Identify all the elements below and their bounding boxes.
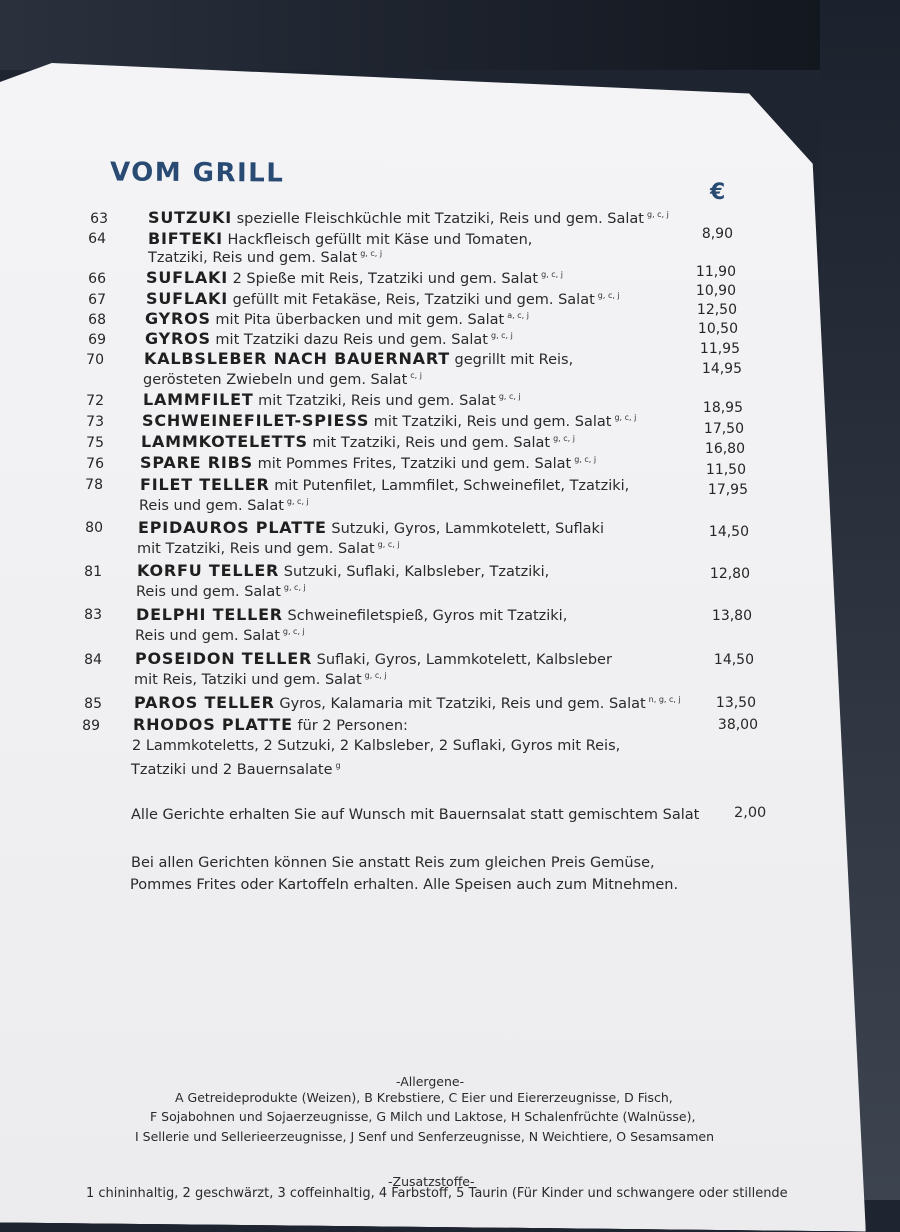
item-line-1	[135, 649, 612, 668]
item-number: 66	[88, 271, 106, 287]
item-description: 2 Spieße mit Reis, Tzatziki und gem. Salat	[232, 271, 539, 287]
item-price: 14,95	[701, 361, 742, 377]
additives-heading: -Zusatzstoffe-	[388, 1174, 475, 1189]
item-allergens: g, c, j	[282, 627, 305, 636]
item-name: GYROS	[145, 329, 211, 348]
item-line-1	[145, 329, 513, 348]
item-description-continued: mit Reis, Tatziki und gem. Salat	[134, 671, 362, 688]
item-description-continued: mit Tzatziki, Reis und gem. Salat	[137, 540, 375, 557]
item-number: 78	[85, 477, 103, 493]
item-description: für 2 Personen:	[297, 718, 408, 734]
item-price: 11,50	[705, 462, 746, 478]
item-line-2	[134, 671, 387, 688]
item-price: 17,95	[707, 482, 748, 498]
item-line-1	[136, 605, 567, 624]
item-description: Hackfleisch gefüllt mit Käse und Tomaten,	[227, 232, 533, 248]
item-price: 14,50	[708, 524, 749, 540]
item-line-1	[137, 561, 549, 580]
item-name: KORFU TELLER	[137, 561, 280, 580]
item-allergens: g, c, j	[498, 392, 521, 402]
item-price: 13,80	[711, 608, 752, 624]
item-description: Gyros, Kalamaria mit Tzatziki, Reis und gem. Salat	[279, 696, 646, 712]
item-name: DELPHI TELLER	[136, 605, 283, 624]
item-allergens: c, j	[410, 371, 422, 380]
item-allergens: g, c, j	[553, 434, 575, 444]
item-description: spezielle Fleischküchle mit Tzatziki, Reis und gem. Salat	[236, 211, 644, 227]
item-line-1	[148, 208, 669, 227]
item-description-continued: Tzatziki, Reis und gem. Salat	[148, 249, 358, 266]
item-line-1	[141, 432, 575, 451]
item-price: 14,50	[713, 652, 754, 668]
item-allergens: n, g, c, j	[648, 695, 681, 705]
salad-upgrade-text: Alle Gerichte erhalten Sie auf Wunsch mit Bauernsalat statt gemischtem Salat	[131, 807, 700, 823]
item-price: 11,90	[695, 264, 736, 280]
item-allergens: g, c, j	[614, 413, 637, 423]
item-price: 10,50	[697, 321, 738, 337]
side-dish-note-line-2: Pommes Frites oder Kartoffeln erhalten. Alle Speisen auch zum Mitnehmen.	[130, 877, 679, 893]
item-allergens: g, c, j	[541, 270, 563, 280]
item-number: 64	[88, 231, 106, 247]
item-allergens: g, c, j	[286, 497, 309, 506]
item-description: Schweinefiletspieß, Gyros mit Tzatziki,	[287, 608, 568, 624]
section-title: VOM GRILL	[109, 157, 285, 189]
item-allergens: g	[335, 761, 341, 770]
item-description: Sutzuki, Gyros, Lammkotelett, Suflaki	[331, 521, 604, 537]
salad-upgrade-price: 2,00	[734, 805, 767, 821]
item-line-1	[145, 309, 529, 328]
item-description: mit Pommes Frites, Tzatziki und gem. Salat	[257, 456, 572, 472]
item-number: 84	[84, 652, 102, 668]
allergens-line-3: I Sellerie und Sellerieerzeugnisse, J Senf und Senferzeugnisse, N Weichtiere, O Sesamsamen	[135, 1129, 715, 1144]
item-price: 10,90	[695, 283, 736, 299]
item-line-1	[148, 229, 532, 248]
item-name: RHODOS PLATTE	[133, 715, 293, 734]
item-name: EPIDAUROS PLATTE	[138, 518, 327, 537]
item-description: mit Tzatziki, Reis und gem. Salat	[312, 435, 551, 451]
item-description: Sutzuki, Suflaki, Kalbsleber, Tzatziki,	[283, 564, 550, 580]
item-name: SPARE RIBS	[140, 453, 253, 472]
item-line-1	[144, 349, 573, 368]
item-number: 72	[86, 393, 104, 409]
item-name: GYROS	[145, 309, 211, 328]
item-allergens: g, c, j	[360, 249, 383, 258]
item-description: gegrillt mit Reis,	[454, 352, 574, 368]
item-line-2	[137, 540, 400, 557]
item-price: 16,80	[704, 441, 745, 457]
item-description-continued: Reis und gem. Salat	[139, 497, 284, 514]
item-line-2	[135, 627, 305, 644]
item-allergens: g, c, j	[377, 540, 400, 549]
item-number: 63	[90, 211, 108, 227]
item-line-1	[140, 453, 596, 472]
item-allergens: g, c, j	[597, 291, 620, 301]
item-number: 75	[86, 435, 104, 451]
item-line-1	[134, 693, 681, 712]
item-name: LAMMFILET	[143, 390, 254, 409]
salad-upgrade-note	[131, 807, 699, 823]
item-number: 73	[86, 414, 104, 430]
item-description: gefüllt mit Fetakäse, Reis, Tzatziki und gem. Salat	[232, 292, 595, 308]
item-description: mit Tzatziki, Reis und gem. Salat	[373, 414, 612, 430]
item-line-1	[143, 390, 521, 409]
item-line-1	[133, 715, 408, 734]
item-line-1	[138, 518, 604, 537]
item-description-continued: Reis und gem. Salat	[135, 627, 280, 644]
item-number: 89	[82, 718, 100, 734]
item-price: 12,50	[696, 302, 737, 318]
item-description: mit Putenfilet, Lammfilet, Schweinefilet, Tzatziki,	[274, 478, 630, 494]
allergens-heading: -Allergene-	[396, 1074, 465, 1089]
item-number: 76	[86, 456, 104, 472]
currency-symbol: €	[710, 180, 726, 205]
item-line-3	[131, 761, 341, 778]
item-line-2	[148, 249, 382, 266]
item-number: 68	[88, 312, 106, 328]
item-line-1	[142, 411, 636, 430]
item-allergens: a, c, j	[507, 311, 529, 321]
item-allergens: g, c, j	[646, 210, 669, 220]
item-allergens: g, c, j	[364, 671, 387, 680]
item-name: LAMMKOTELETTS	[141, 432, 308, 451]
item-line-2	[139, 497, 309, 514]
item-name: FILET TELLER	[140, 475, 270, 494]
item-price: 12,80	[709, 566, 750, 582]
item-number: 83	[84, 607, 102, 623]
item-number: 81	[84, 564, 102, 580]
item-description: mit Pita überbacken und mit gem. Salat	[215, 312, 505, 328]
item-description: mit Tzatziki, Reis und gem. Salat	[258, 393, 496, 409]
item-description-continued: Reis und gem. Salat	[136, 583, 281, 600]
item-price: 18,95	[702, 400, 743, 416]
item-description-continued: Tzatziki und 2 Bauernsalate	[131, 761, 333, 778]
item-line-2	[136, 583, 306, 600]
item-name: SUTZUKI	[148, 208, 232, 227]
item-description: mit Tzatziki dazu Reis und gem. Salat	[215, 332, 488, 348]
item-allergens: g, c, j	[283, 583, 306, 592]
item-name: SCHWEINEFILET-SPIESS	[142, 411, 370, 430]
item-name: SUFLAKI	[146, 268, 228, 287]
item-name: POSEIDON TELLER	[135, 649, 313, 668]
item-price: 8,90	[701, 226, 733, 242]
item-number: 67	[88, 292, 106, 308]
item-name: SUFLAKI	[146, 289, 228, 308]
item-line-1	[146, 289, 620, 308]
side-dish-note-line-1: Bei allen Gerichten können Sie anstatt Reis zum gleichen Preis Gemüse,	[131, 855, 655, 871]
item-price: 13,50	[715, 695, 756, 711]
additives-line: 1 chininhaltig, 2 geschwärzt, 3 coffeinhaltig, 4 Farbstoff, 5 Taurin (Für Kinder und schwangere oder stillende	[86, 1186, 788, 1201]
item-price: 17,50	[703, 421, 744, 437]
item-description-continued: gerösteten Zwiebeln und gem. Salat	[143, 371, 408, 388]
item-line-2	[143, 371, 422, 388]
allergens-line-2: F Sojabohnen und Sojaerzeugnisse, G Milch und Laktose, H Schalenfrüchte (Walnüsse),	[150, 1109, 696, 1124]
item-line-1	[140, 475, 629, 494]
item-name: PAROS TELLER	[134, 693, 275, 712]
item-description-continued: 2 Lammkoteletts, 2 Sutzuki, 2 Kalbsleber, 2 Suflaki, Gyros mit Reis,	[132, 738, 621, 754]
item-price: 11,95	[699, 341, 740, 357]
item-name: KALBSLEBER NACH BAUERNART	[144, 349, 450, 368]
item-line-1	[146, 268, 563, 287]
item-number: 70	[86, 352, 104, 368]
item-allergens: g, c, j	[574, 455, 597, 465]
item-price: 38,00	[717, 717, 758, 733]
item-number: 80	[85, 520, 103, 536]
item-number: 85	[84, 696, 102, 712]
item-name: BIFTEKI	[148, 229, 223, 248]
item-line-2	[132, 738, 620, 754]
item-number: 69	[88, 332, 106, 348]
item-allergens: g, c, j	[490, 331, 513, 341]
allergens-line-1: A Getreideprodukte (Weizen), B Krebstiere, C Eier und Eiererzeugnisse, D Fisch,	[175, 1090, 673, 1105]
item-description: Suflaki, Gyros, Lammkotelett, Kalbsleber	[316, 652, 612, 668]
